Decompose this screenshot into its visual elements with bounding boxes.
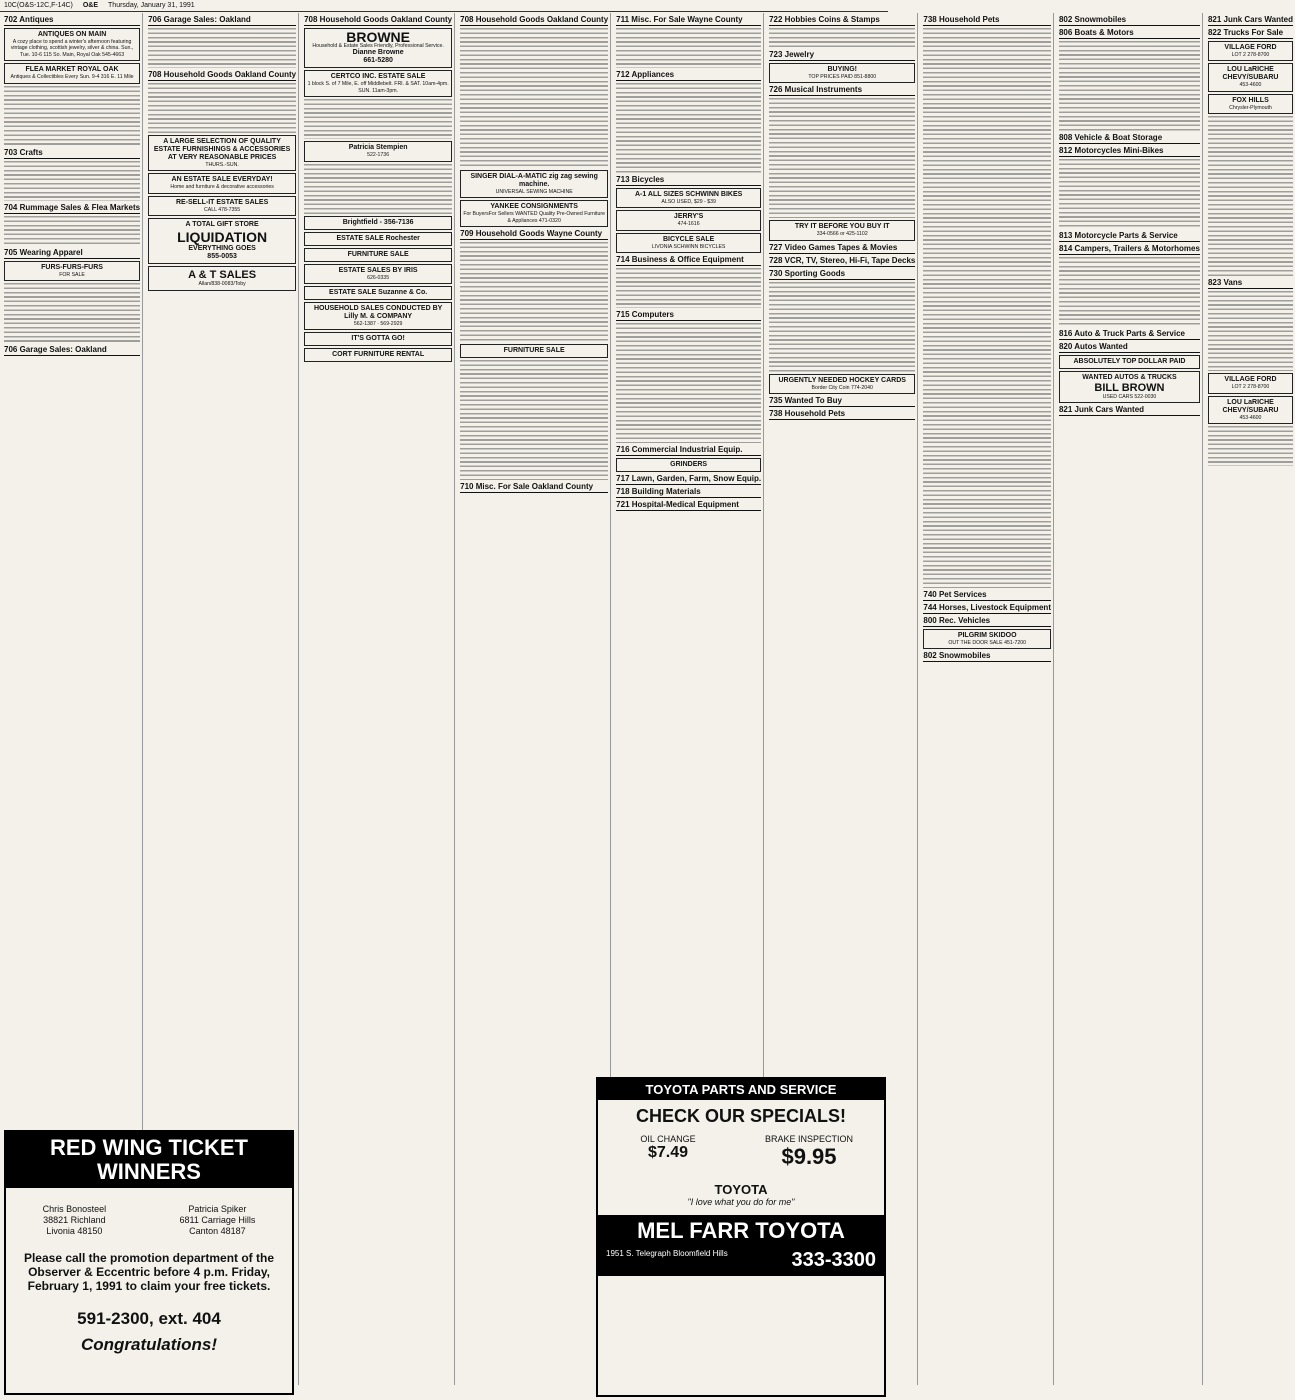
classified-listings-block bbox=[4, 216, 140, 246]
red-wing-ad bbox=[4, 1130, 294, 1395]
classified-ad bbox=[460, 344, 608, 358]
ad-headline: GRINDERS bbox=[670, 461, 708, 469]
classified-listings-block bbox=[304, 99, 452, 139]
category-heading: 706 Garage Sales: Oakland bbox=[148, 15, 296, 26]
classified-ad bbox=[4, 63, 140, 83]
classified-listings-block bbox=[1208, 426, 1293, 466]
classified-ad bbox=[304, 302, 452, 330]
ad-headline: VILLAGE FORD bbox=[1224, 44, 1277, 51]
ad-body: Allan/838-0083/Toby bbox=[198, 281, 246, 288]
ad-headline: CORT FURNITURE RENTAL bbox=[332, 351, 425, 359]
winner-1-city: Livonia 48150 bbox=[46, 1226, 103, 1236]
ad-body: USED CARS 522-0030 bbox=[1102, 394, 1157, 400]
classified-listings-block bbox=[616, 268, 761, 308]
category-heading: 717 Lawn, Garden, Farm, Snow Equip. bbox=[616, 474, 762, 484]
category-heading: 740 Pet Services bbox=[923, 590, 1051, 601]
ad-headline: LOU LaRICHE CHEVY/SUBARU bbox=[1222, 398, 1279, 414]
dealer-phone: 333-3300 bbox=[791, 1249, 876, 1271]
classified-ad bbox=[769, 63, 915, 83]
ad-headline: ABSOLUTELY TOP DOLLAR PAID bbox=[1073, 358, 1186, 365]
toyota-tagline: "I love what you do for me" bbox=[687, 1197, 795, 1207]
classified-ad bbox=[1208, 94, 1293, 114]
classified-ad bbox=[4, 28, 140, 61]
ad-body: Antiques & Collectibles Every Sun. 9-4 316 E. 11 Mile bbox=[10, 74, 134, 81]
page-header bbox=[0, 0, 888, 12]
ad-big-text: A & T SALES bbox=[188, 269, 257, 282]
ad-headline: BICYCLE SALE bbox=[662, 235, 715, 243]
category-heading: 813 Motorcycle Parts & Service bbox=[1059, 231, 1200, 242]
ad-phone: 855-0053 bbox=[207, 253, 237, 261]
classified-ad bbox=[1208, 63, 1293, 91]
column-9 bbox=[1206, 13, 1295, 1385]
category-heading: 821 Junk Cars Wanted bbox=[1059, 405, 1200, 416]
winner-2-street: 6811 Carriage Hills bbox=[179, 1215, 256, 1225]
ad-body: UNIVERSAL SEWING MACHINE bbox=[495, 189, 573, 195]
classified-listings-block bbox=[769, 282, 915, 372]
classified-ad bbox=[460, 200, 608, 227]
category-heading: 802 Snowmobiles bbox=[1059, 15, 1200, 26]
ad-headline: A TOTAL GIFT STORE bbox=[185, 221, 259, 229]
ad-headline: FOX HILLS bbox=[1232, 96, 1269, 104]
classified-listings-block bbox=[1059, 41, 1200, 131]
ad-headline: ESTATE SALE Rochester bbox=[336, 234, 420, 242]
ad-contact-name: Dianne Browne bbox=[352, 49, 404, 57]
classified-listings-block bbox=[4, 161, 140, 201]
winners-list bbox=[6, 1204, 292, 1237]
red-wing-title: RED WING TICKET WINNERS bbox=[6, 1132, 292, 1188]
ad-body: ALSO USED, $29 - $39 bbox=[661, 199, 716, 205]
classified-ad bbox=[304, 264, 452, 284]
category-heading: 816 Auto & Truck Parts & Service bbox=[1059, 329, 1200, 340]
classified-listings-block bbox=[923, 28, 1051, 588]
category-heading: 714 Business & Office Equipment bbox=[616, 255, 761, 266]
classified-listings-block bbox=[460, 360, 608, 480]
section-code: 10C(O&S-12C,F-14C) bbox=[4, 2, 73, 9]
classified-ad bbox=[616, 458, 761, 472]
classified-ad bbox=[304, 248, 452, 262]
classified-ad bbox=[304, 348, 452, 362]
category-heading: 823 Vans bbox=[1208, 278, 1293, 289]
category-heading: 814 Campers, Trailers & Motorhomes bbox=[1058, 244, 1200, 253]
classified-listings-block bbox=[148, 28, 296, 68]
oil-change-price: $7.49 bbox=[647, 1144, 689, 1161]
classified-listings-block bbox=[148, 83, 296, 133]
category-heading: 715 Computers bbox=[616, 310, 761, 321]
category-heading: 716 Commercial Industrial Equip. bbox=[616, 445, 761, 456]
category-heading: 800 Rec. Vehicles bbox=[923, 616, 1051, 627]
classified-ad bbox=[148, 266, 296, 290]
ad-headline: YANKEE CONSIGNMENTS bbox=[490, 203, 578, 211]
classified-ad bbox=[1059, 371, 1200, 403]
category-heading: 705 Wearing Apparel bbox=[4, 248, 140, 259]
dealer-address: 1951 S. Telegraph Bloomfield Hills bbox=[606, 1249, 728, 1258]
category-heading: 713 Bicycles bbox=[616, 175, 761, 186]
category-heading: 738 Household Pets bbox=[769, 409, 915, 420]
toyota-logo: TOYOTA bbox=[714, 1182, 768, 1197]
winner-1-street: 38821 Richland bbox=[43, 1215, 106, 1225]
classified-ad bbox=[460, 170, 608, 198]
ad-headline: JERRY'S bbox=[673, 213, 704, 221]
ad-headline: WANTED AUTOS & TRUCKS bbox=[1082, 374, 1177, 381]
ad-subhead: EVERYTHING GOES bbox=[188, 245, 256, 253]
ad-headline: RE-SELL-IT ESTATE SALES bbox=[175, 198, 269, 206]
classified-listings-block bbox=[4, 283, 140, 343]
category-heading: 726 Musical Instruments bbox=[769, 85, 915, 96]
classified-ad bbox=[1208, 41, 1293, 61]
category-heading: 808 Vehicle & Boat Storage bbox=[1059, 133, 1200, 144]
classified-listings-block bbox=[304, 164, 452, 214]
ad-headline: Patricia Stempien bbox=[348, 144, 408, 152]
category-heading: 708 Household Goods Oakland County bbox=[148, 70, 297, 79]
winner-1-name: Chris Bonosteel bbox=[42, 1204, 107, 1214]
ad-headline: ANTIQUES ON MAIN bbox=[37, 31, 107, 38]
ad-body: 562-1387 · 569-2929 bbox=[353, 321, 403, 328]
ad-headline: FURNITURE SALE bbox=[503, 347, 565, 355]
ad-body: TOP PRICES PAID 851-8800 bbox=[808, 74, 877, 80]
ad-body: 522-1736 bbox=[367, 152, 390, 159]
ad-body: 453-4600 bbox=[1239, 82, 1262, 89]
classified-ad bbox=[148, 173, 296, 193]
classified-ad bbox=[769, 374, 915, 394]
ad-body: 626-0335 bbox=[367, 274, 390, 281]
toyota-ad bbox=[596, 1077, 886, 1397]
classified-ad bbox=[304, 232, 452, 246]
category-heading: 744 Horses, Livestock Equipment bbox=[923, 603, 1051, 612]
ad-phone: 661-5280 bbox=[363, 57, 393, 65]
category-heading: 709 Household Goods Wayne County bbox=[460, 229, 608, 240]
ad-big-text: LIQUIDATION bbox=[177, 229, 268, 246]
classified-listings-block bbox=[616, 83, 761, 173]
classified-ad bbox=[923, 629, 1051, 649]
ad-headline: IT'S GOTTA GO! bbox=[351, 335, 405, 343]
ad-headline: AN ESTATE SALE EVERYDAY! bbox=[171, 176, 273, 184]
category-heading: 702 Antiques bbox=[4, 15, 140, 26]
classified-listings-block bbox=[460, 28, 608, 168]
ad-headline: A LARGE SELECTION OF QUALITY ESTATE FURNISHINGS & ACCESSORIES AT VERY REASONABLE PRICES bbox=[153, 138, 291, 161]
ad-headline: FLEA MARKET ROYAL OAK bbox=[25, 66, 119, 74]
classified-ad bbox=[148, 218, 296, 264]
ad-body: Home and furniture & decorative accessories bbox=[170, 184, 274, 191]
classified-ad bbox=[769, 220, 915, 240]
ad-body: 334-0566 or 425-1102 bbox=[816, 231, 868, 238]
classified-ad bbox=[304, 286, 452, 300]
column-8 bbox=[1057, 13, 1203, 1385]
ad-headline: ESTATE SALES BY IRIS bbox=[338, 266, 418, 274]
ad-body: CALL 478-7355 bbox=[204, 206, 241, 213]
category-heading: 722 Hobbies Coins & Stamps bbox=[769, 15, 915, 26]
brake-inspection-price: $9.95 bbox=[781, 1144, 837, 1169]
winner-2-name: Patricia Spiker bbox=[188, 1204, 247, 1214]
classified-ad bbox=[148, 135, 296, 171]
category-heading: 723 Jewelry bbox=[769, 50, 915, 61]
classified-ad bbox=[1208, 396, 1293, 424]
brake-inspection-coupon bbox=[744, 1134, 874, 1170]
dealer-name: MEL FARR TOYOTA bbox=[598, 1215, 884, 1247]
category-heading: 708 Household Goods Oakland County bbox=[460, 15, 609, 24]
specials-row bbox=[598, 1134, 884, 1170]
winner-2 bbox=[179, 1204, 255, 1237]
ad-body: 453-4600 bbox=[1239, 414, 1262, 421]
oil-change-label: OIL CHANGE bbox=[640, 1134, 696, 1144]
category-heading: 718 Building Materials bbox=[616, 487, 761, 498]
category-heading: 712 Appliances bbox=[616, 70, 761, 81]
ad-body: THURS.-SUN. bbox=[205, 162, 239, 168]
ad-big-text: BROWNE bbox=[346, 29, 411, 45]
category-heading: 820 Autos Wanted bbox=[1059, 342, 1200, 353]
category-heading: 727 Video Games Tapes & Movies bbox=[769, 243, 915, 254]
ad-headline: ESTATE SALE Suzanne & Co. bbox=[329, 289, 428, 297]
promo-phone: 591-2300, ext. 404 bbox=[77, 1309, 221, 1328]
classified-listings-block bbox=[616, 28, 761, 68]
category-heading: 710 Misc. For Sale Oakland County bbox=[460, 482, 608, 493]
ad-body: Household & Estate Sales Friendly, Professional Service. bbox=[312, 43, 444, 49]
ad-headline: FURS-FURS-FURS bbox=[41, 263, 103, 271]
classified-ad bbox=[616, 233, 761, 253]
category-heading: 721 Hospital-Medical Equipment bbox=[616, 500, 761, 511]
classified-listings-block bbox=[4, 86, 140, 146]
classified-ad bbox=[1059, 355, 1200, 369]
oil-change-coupon bbox=[608, 1134, 728, 1170]
ad-headline: BUYING! bbox=[827, 66, 858, 73]
paper-name: O&E bbox=[82, 2, 99, 9]
ad-headline: TRY IT BEFORE YOU BUY IT bbox=[794, 223, 890, 231]
ad-body: 1 block S. of 7 Mile, E. off Middlebelt. FRI. & SAT. 10am-4pm. SUN. 11am-3pm. bbox=[307, 81, 449, 94]
category-heading: 735 Wanted To Buy bbox=[769, 396, 915, 407]
ad-body: FOR SALE bbox=[59, 271, 85, 278]
classified-ad bbox=[304, 28, 452, 68]
classified-listings-block bbox=[616, 323, 761, 443]
classified-ad bbox=[616, 188, 761, 208]
classified-listings-block bbox=[1208, 116, 1293, 276]
ad-body: LIVONIA SCHWINN BICYCLES bbox=[651, 243, 726, 250]
ad-body: Chrysler-Plymouth bbox=[1229, 104, 1272, 111]
category-heading: 708 Household Goods Oakland County bbox=[304, 15, 453, 24]
classified-listings-block bbox=[1208, 291, 1293, 371]
classified-listings-block bbox=[769, 98, 915, 218]
winner-2-city: Canton 48187 bbox=[189, 1226, 246, 1236]
dealer-address-bar bbox=[598, 1247, 884, 1276]
ad-body: 474-1616 bbox=[677, 221, 700, 228]
category-heading: 711 Misc. For Sale Wayne County bbox=[616, 15, 761, 26]
issue-date: Thursday, January 31, 1991 bbox=[108, 2, 195, 9]
ad-body: Border City Coin 774-2040 bbox=[811, 384, 873, 391]
category-heading: 730 Sporting Goods bbox=[769, 269, 915, 280]
category-heading: 802 Snowmobiles bbox=[923, 651, 1051, 662]
ad-body: OUT THE DOOR SALE 451-7200 bbox=[948, 640, 1026, 646]
ad-headline: URGENTLY NEEDED HOCKEY CARDS bbox=[778, 376, 906, 384]
ad-headline: PILGRIM SKIDOO bbox=[957, 632, 1017, 639]
column-3 bbox=[302, 13, 455, 1385]
winner-1 bbox=[43, 1204, 107, 1237]
column-7 bbox=[921, 13, 1054, 1385]
congratulations: Congratulations! bbox=[81, 1335, 217, 1354]
category-heading: 821 Junk Cars Wanted bbox=[1207, 15, 1294, 24]
toyota-title: TOYOTA PARTS AND SERVICE bbox=[598, 1079, 884, 1100]
brake-inspection-label: BRAKE INSPECTION bbox=[764, 1134, 854, 1144]
classified-ad bbox=[148, 196, 296, 216]
classified-ad bbox=[4, 261, 140, 281]
ad-headline: A-1 ALL SIZES SCHWINN BIKES bbox=[634, 191, 743, 198]
classified-listings-block bbox=[1059, 159, 1200, 229]
classified-ad bbox=[616, 210, 761, 230]
ad-body: A cozy place to spend a winter's afternoon featuring vintage clothing, scottish jewelry, silver & china. Sun., Tue. 10-6 115 So. Main, Royal Oak 545-4663 bbox=[10, 39, 134, 58]
ad-headline: VILLAGE FORD bbox=[1224, 376, 1277, 384]
column-4 bbox=[458, 13, 611, 1385]
ad-body: For BuyersFor Sellers WANTED Quality Pre-Owned Furniture & Appliances 471-0320 bbox=[463, 211, 605, 224]
promo-text: Please call the promotion department of the Observer & Eccentric before 4 p.m. Friday, February 1, 1991 to claim your free tickets. bbox=[23, 1251, 275, 1293]
category-heading: 706 Garage Sales: Oakland bbox=[4, 345, 140, 356]
classified-ad bbox=[304, 70, 452, 97]
ad-headline: FURNITURE SALE bbox=[347, 250, 409, 258]
category-heading: 806 Boats & Motors bbox=[1059, 28, 1200, 39]
category-heading: 703 Crafts bbox=[4, 148, 140, 159]
classified-ad bbox=[304, 216, 452, 230]
classified-ad bbox=[1208, 373, 1293, 393]
ad-headline: Brightfield - 356-7136 bbox=[342, 218, 414, 226]
ad-headline: CERTCO INC. ESTATE SALE bbox=[330, 73, 426, 81]
ad-headline: SINGER DIAL-A-MATIC zig zag sewing machine. bbox=[470, 173, 598, 188]
ad-body: LOT 2 278-8700 bbox=[1231, 52, 1270, 58]
classified-ad bbox=[304, 141, 452, 161]
category-heading: 704 Rummage Sales & Flea Markets bbox=[4, 202, 141, 212]
category-heading: 738 Household Pets bbox=[923, 15, 1051, 26]
ad-big-text: BILL BROWN bbox=[1094, 382, 1165, 394]
ad-headline: LOU LaRICHE CHEVY/SUBARU bbox=[1222, 66, 1279, 82]
check-specials: CHECK OUR SPECIALS! bbox=[635, 1106, 846, 1126]
classified-listings-block bbox=[1059, 257, 1200, 327]
category-heading: 822 Trucks For Sale bbox=[1208, 28, 1293, 39]
ad-headline: HOUSEHOLD SALES CONDUCTED BY Lilly M. & COMPANY bbox=[313, 305, 443, 321]
category-heading: 812 Motorcycles Mini-Bikes bbox=[1059, 146, 1200, 157]
ad-body: LOT 2 278-8700 bbox=[1231, 384, 1270, 391]
classified-ad bbox=[304, 332, 452, 346]
category-heading: 728 VCR, TV, Stereo, Hi-Fi, Tape Decks bbox=[769, 255, 916, 265]
classified-listings-block bbox=[769, 28, 915, 48]
classified-listings-block bbox=[460, 242, 608, 342]
